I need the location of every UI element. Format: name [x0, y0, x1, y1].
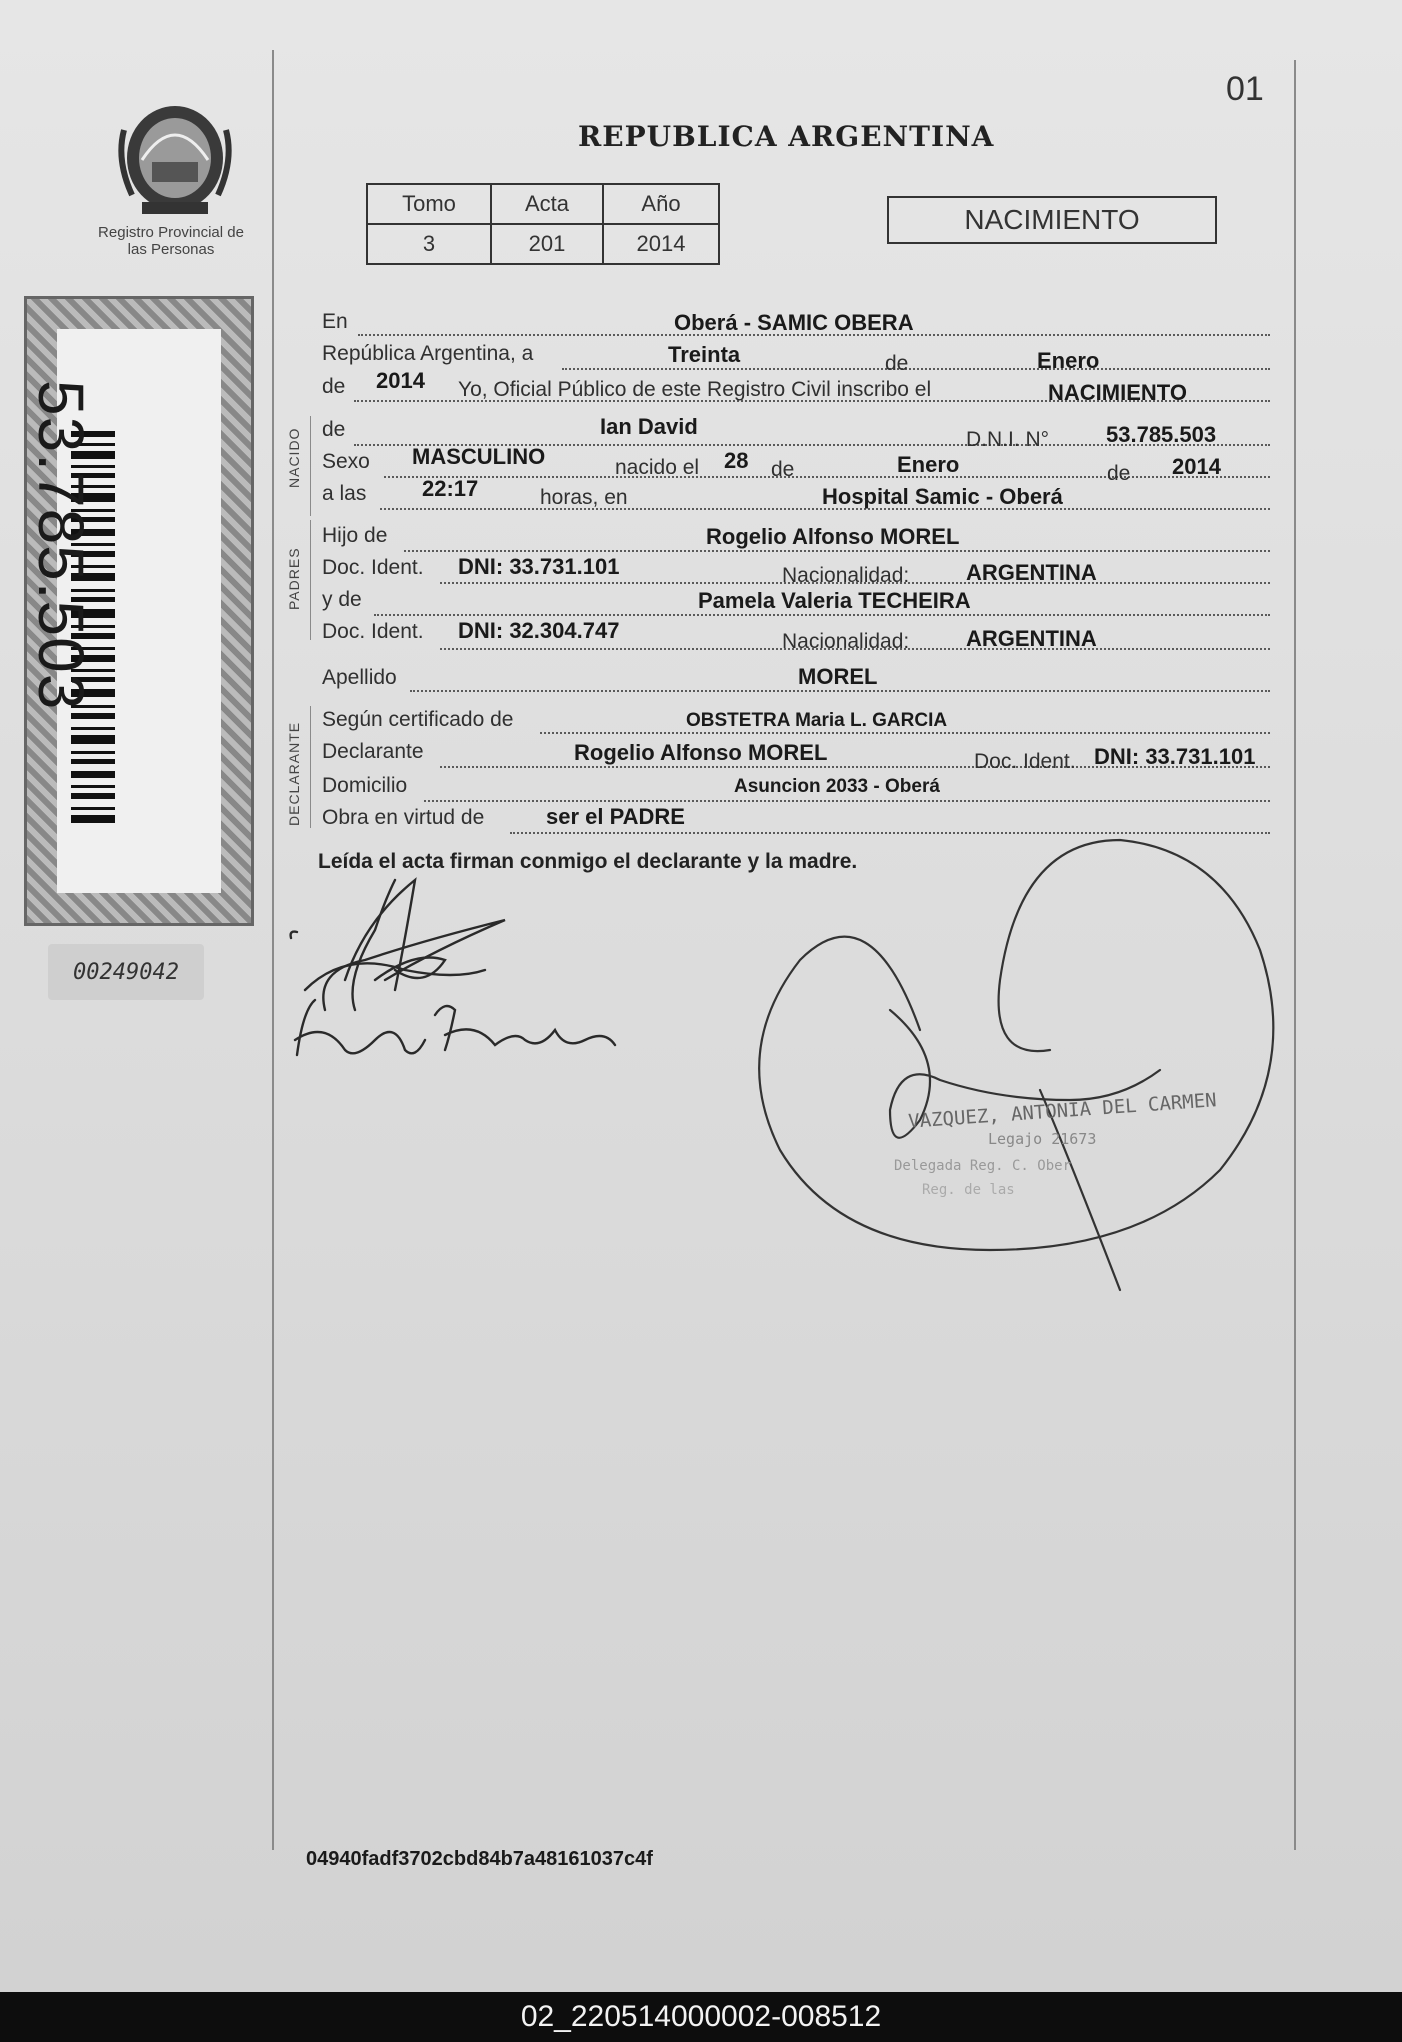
field-line	[562, 368, 1270, 370]
field-address: Asuncion 2033 - Oberá	[734, 776, 940, 797]
table-header: Tomo	[367, 184, 491, 224]
field-child-name: Ian David	[600, 414, 698, 439]
provincial-seal-logo	[112, 90, 238, 220]
field-capacity: ser el PADRE	[546, 804, 685, 829]
field-declarant-doc: DNI: 33.731.101	[1094, 744, 1256, 769]
document-hash: 04940fadf3702cbd84b7a48161037c4f	[306, 1848, 653, 1870]
label-de: de	[322, 375, 346, 398]
label-nacido-el: nacido el	[615, 456, 700, 479]
label-a-las: a las	[322, 482, 367, 505]
section-label-declarante: DECLARANTE	[286, 721, 302, 826]
label-hijo-de: Hijo de	[322, 524, 388, 547]
field-line	[424, 800, 1270, 802]
table-cell: 201	[491, 224, 603, 264]
label-de: de	[885, 352, 909, 375]
stamp-line-2: Delegada Reg. C. Ober	[894, 1158, 1072, 1174]
field-line	[384, 476, 1270, 478]
label-yo-oficial: Yo, Oficial Público de este Registro Civil inscribo el	[458, 378, 932, 401]
label-horas-en: horas, en	[540, 486, 628, 509]
label-doc-ident: Doc. Ident.	[322, 620, 424, 643]
label-de: de	[322, 418, 346, 441]
section-label-padres: PADRES	[286, 547, 302, 610]
field-birth-day: 28	[724, 448, 749, 473]
table-cell: 2014	[603, 224, 719, 264]
registrar-signature	[740, 830, 1300, 1300]
stamp-name: VAZQUEZ, ANTONIA DEL CARMEN	[907, 1089, 1218, 1133]
footer-file-id: 02_220514000002-008512	[0, 1992, 1402, 2042]
table-header: Acta	[491, 184, 603, 224]
field-father-doc: DNI: 33.731.101	[458, 554, 620, 579]
label-apellido: Apellido	[322, 666, 397, 689]
field-mother-nationality: ARGENTINA	[966, 626, 1097, 651]
act-type-box: NACIMIENTO	[887, 196, 1217, 244]
section-bracket-declarante	[310, 706, 311, 828]
field-line	[404, 550, 1270, 552]
signature-left-text	[300, 1040, 374, 1051]
label-en: En	[322, 310, 348, 333]
field-birth-year: 2014	[1172, 454, 1221, 479]
section-label-nacido: NACIDO	[286, 427, 302, 488]
field-birth-month: Enero	[897, 452, 960, 477]
label-dni: D.N.I. N°	[966, 428, 1050, 451]
field-surname: MOREL	[798, 664, 878, 689]
label-de: de	[1107, 462, 1131, 485]
label-segun-certificado: Según certificado de	[322, 708, 514, 731]
field-birth-time: 22:17	[422, 476, 479, 501]
stamp-line-3: Reg. de las	[922, 1182, 1015, 1198]
left-margin-rule	[272, 50, 274, 1850]
label-declarant-doc: Doc. Ident.	[974, 750, 1076, 773]
section-bracket-nacido	[310, 416, 311, 516]
label-declarante: Declarante	[322, 740, 424, 763]
stamp-legajo: Legajo 21673	[988, 1130, 1097, 1148]
section-bracket-padres	[310, 520, 311, 640]
field-father-name: Rogelio Alfonso MOREL	[706, 524, 960, 549]
registry-reference-table	[366, 183, 720, 265]
label-domicilio: Domicilio	[322, 774, 408, 797]
label-y-de: y de	[322, 588, 362, 611]
document-title: REPUBLICA ARGENTINA	[578, 120, 995, 153]
field-child-dni: 53.785.503	[1106, 422, 1217, 447]
field-day: Treinta	[668, 342, 741, 367]
field-certificate: OBSTETRA Maria L. GARCIA	[686, 710, 948, 731]
label-sexo: Sexo	[322, 450, 370, 473]
barcode-number: 53.785.503	[25, 380, 97, 711]
field-month: Enero	[1037, 348, 1100, 373]
field-place: Oberá - SAMIC OBERA	[674, 310, 914, 335]
field-mother-doc: DNI: 32.304.747	[458, 618, 620, 643]
label-doc-ident: Doc. Ident.	[322, 556, 424, 579]
label-obra-en-virtud: Obra en virtud de	[322, 806, 485, 829]
field-birth-place: Hospital Samic - Oberá	[822, 484, 1063, 509]
field-line	[540, 732, 1270, 734]
label-nacionalidad: Nacionalidad:	[782, 630, 910, 653]
page-number: 01	[1226, 70, 1264, 108]
closing-statement: Leída el acta firman conmigo el declarante y la madre.	[318, 850, 858, 873]
declarant-signature	[285, 860, 625, 1070]
table-cell: 3	[367, 224, 491, 264]
field-line	[374, 614, 1270, 616]
field-declarant-name: Rogelio Alfonso MOREL	[574, 740, 828, 765]
table-header: Año	[603, 184, 719, 224]
label-republica: República Argentina, a	[322, 342, 534, 365]
field-father-nationality: ARGENTINA	[966, 560, 1097, 585]
field-year: 2014	[376, 368, 425, 393]
field-line	[410, 690, 1270, 692]
seal-caption: Registro Provincial de las Personas	[98, 224, 244, 258]
label-nacionalidad: Nacionalidad:	[782, 564, 910, 587]
serial-number: 00249042	[48, 944, 204, 1000]
field-sex: MASCULINO	[412, 444, 546, 469]
field-inscripcion: NACIMIENTO	[1048, 380, 1187, 405]
label-de: de	[771, 458, 795, 481]
field-mother-name: Pamela Valeria TECHEIRA	[698, 588, 971, 613]
